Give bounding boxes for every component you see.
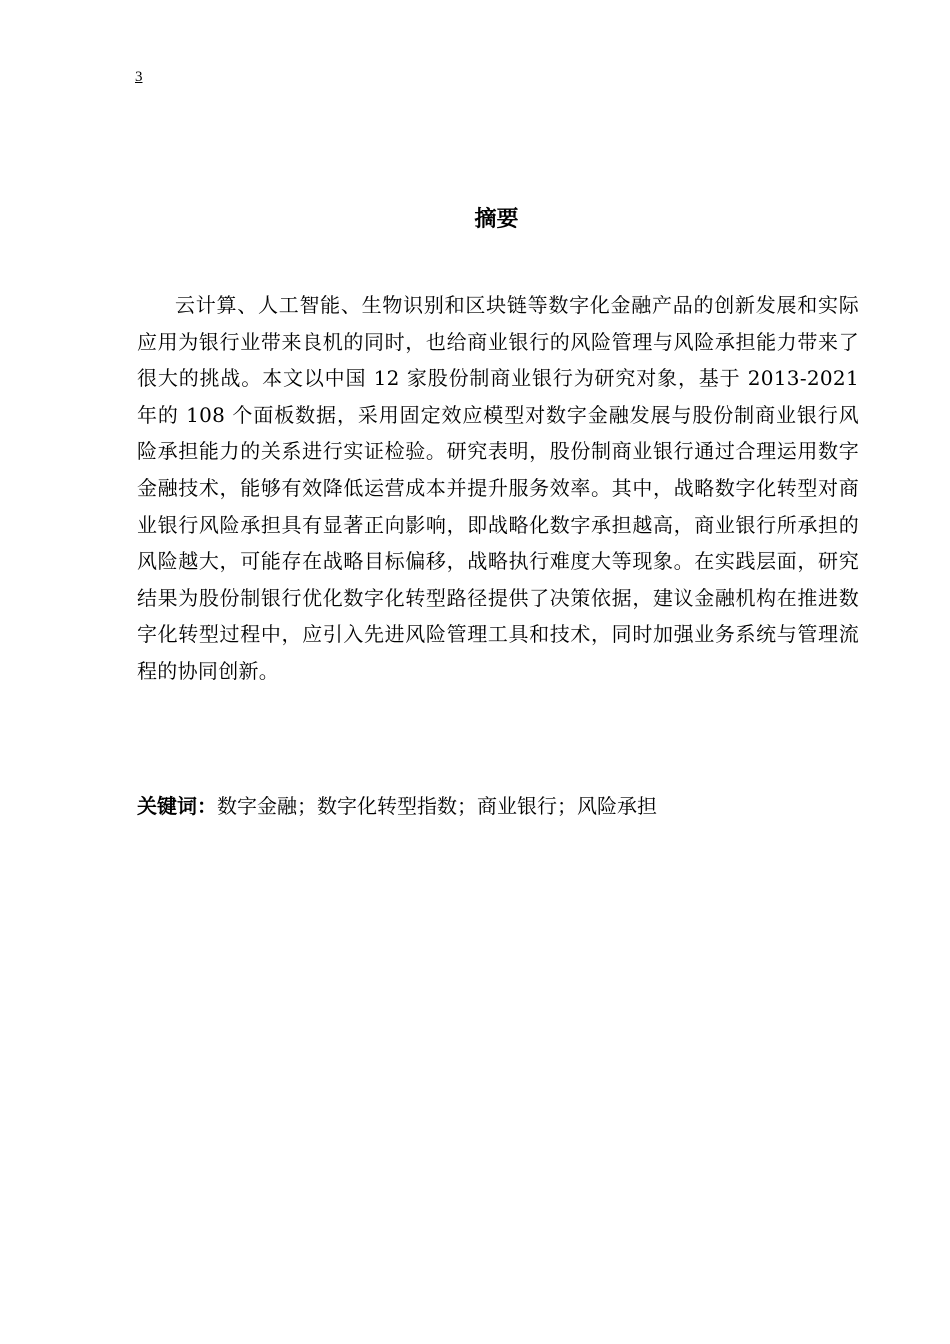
abstract-title: 摘要 [474, 207, 519, 232]
abstract-body: 云计算、人工智能、生物识别和区块链等数字化金融产品的创新发展和实际应用为银行业带来良机的同时，也给商业银行的风险管理与风险承担能力带来了很大的挑战。本文以中国 12 家股份制商业银行为研究对象，基于 2013-2021 年的 108 个面板数据，采用固定效应模型对数字金融发展与股份制商业银行风险承担能力的关系进行实证检验。研究表明，股份制商业银行通过合理运用数字金融技术，能够有效降低运营成本并提升服务效率。其中，战略数字化转型对商业银行风险承担具有显著正向影响，即战略化数字承担越高，商业银行所承担的风险越大，可能存在战略目标偏移，战略执行难度大等现象。在实践层面，研究结果为股份制银行优化数字化转型路径提供了决策依据，建议金融机构在推进数字化转型过程中，应引入先进风险管理工具和技术，同时加强业务系统与管理流程的协同创新。 [137, 293, 859, 683]
keywords-value: 数字金融；数字化转型指数；商业银行；风险承担 [217, 794, 657, 818]
page-number: 3 [135, 69, 143, 85]
keywords-label: 关键词： [137, 794, 217, 818]
keywords-line [137, 790, 859, 822]
